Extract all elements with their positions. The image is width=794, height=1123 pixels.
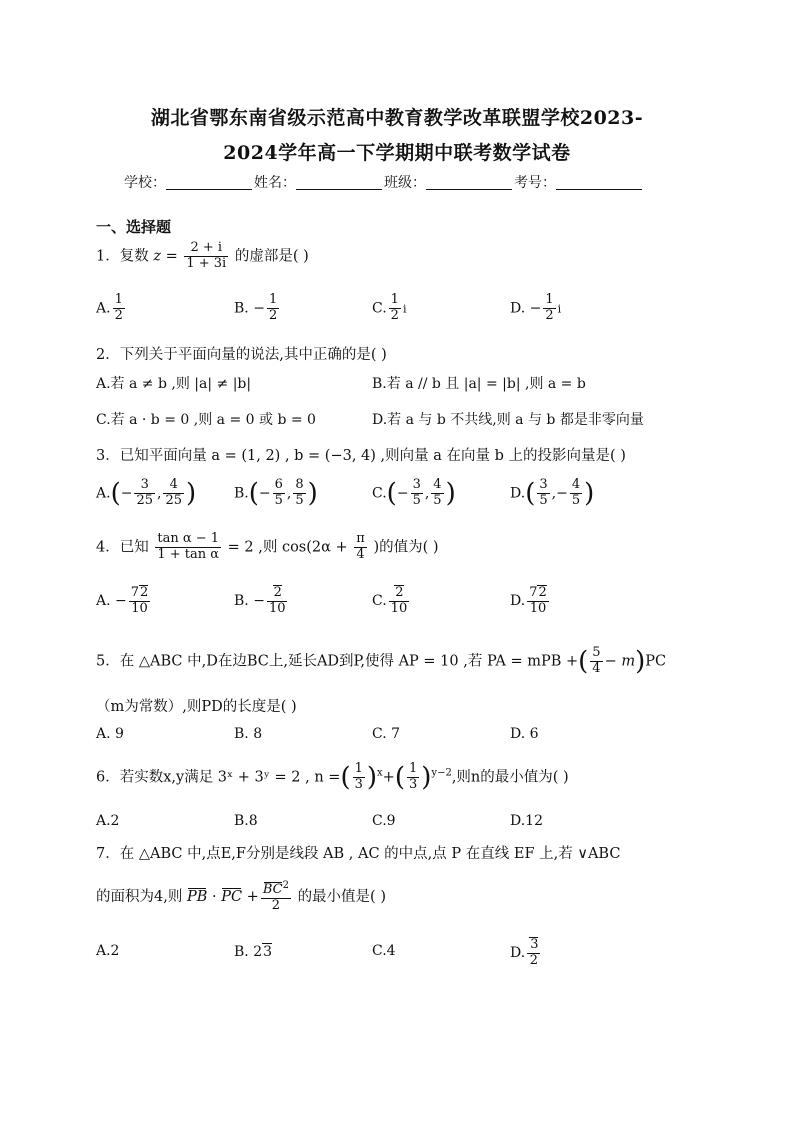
q1-fraction <box>184 241 228 272</box>
q5-option-b[interactable]: B. 8 <box>234 726 263 742</box>
q1-denominator: 1 + 3i <box>186 255 227 271</box>
question-6: 6．若实数x,y满足 3ˣ + 3ʸ = 2 , n =( $\frac{1}{3}$ )$^x$+( $\frac{1}{3}$ )$^{y-2}$,则n的最小值为( ) <box>96 761 569 793</box>
question-2: 2．下列关于平面向量的说法,其中正确的是( ) <box>96 347 387 363</box>
q2-option-a[interactable]: A.若 a ≠ b ,则 |a| ≠ |b| <box>96 376 252 392</box>
question-5-line2: （m为常数）,则PD的长度是( ) <box>96 699 297 715</box>
q5-line1-tail: PC <box>645 653 667 670</box>
q3-option-b[interactable]: B.(− $\frac{6}{5}$ , $\frac{8}{5}$ ) <box>234 477 318 509</box>
q2-option-b[interactable]: B.若 a // b 且 |a| = |b| ,则 a = b <box>372 376 586 392</box>
exam-title-line1: 湖北省鄂东南省级示范高中教育教学改革联盟学校2023- <box>150 107 644 129</box>
q4-option-c[interactable]: C. $\frac{2}{10}$ <box>372 585 408 616</box>
class-blank[interactable] <box>426 175 512 190</box>
q6-option-a[interactable]: A.2 <box>96 813 120 829</box>
question-7-line2: 的面积为4,则 PB · PC + $\frac{BC^2}{2}$ 的最小值是( ) <box>96 880 386 914</box>
name-label: 姓名： <box>254 175 296 191</box>
q4-option-a[interactable]: A. − $\frac{72}{10}$ <box>96 585 149 616</box>
q1-option-d[interactable]: D. − $\frac{1}{2}$ i <box>510 292 562 323</box>
q7-option-a[interactable]: A.2 <box>96 943 120 959</box>
q1-variable: z = <box>153 248 178 265</box>
q2-option-c[interactable]: C.若 a · b = 0 ,则 a = 0 或 b = 0 <box>96 412 316 428</box>
q1-numerator: 2 + i <box>184 241 228 257</box>
q5-option-c[interactable]: C. 7 <box>372 726 401 742</box>
q7-line2-tail: 的最小值是( ) <box>297 889 386 906</box>
q2-option-d[interactable]: D.若 a 与 b 不共线,则 a 与 b 都是非零向量 <box>372 412 644 428</box>
q7-option-d[interactable]: D. $\frac{3}{2}$ <box>510 937 539 968</box>
q4-tail: )的值为( ) <box>373 539 439 556</box>
school-label: 学校： <box>124 175 166 191</box>
q6-option-d[interactable]: D.12 <box>510 813 543 829</box>
q6-line1: 6．若实数x,y满足 3ˣ + 3ʸ = 2 , n = <box>96 769 341 786</box>
question-4: 4．已知 $\frac{\text{tan α − 1}}{\text{1 + tan α}}$ = 2 ,则 cos(2α + $\frac{\pi}{4}$ )的值为( ) <box>96 531 439 562</box>
q1-stem: 1．复数 <box>96 248 149 265</box>
q6-option-b[interactable]: B.8 <box>234 813 258 829</box>
question-3: 3．已知平面向量 a = (1, 2) , b = (−3, 4) ,则向量 a 在向量 b 上的投影向量是( ) <box>96 448 626 464</box>
school-blank[interactable] <box>166 175 252 190</box>
q5-option-a[interactable]: A. 9 <box>96 726 124 742</box>
student-info-row <box>124 172 644 192</box>
question-1 <box>96 241 309 272</box>
exam-title-line2: 2024学年高一下学期期中联考数学试卷 <box>223 142 571 164</box>
q6-option-c[interactable]: C.9 <box>372 813 396 829</box>
question-5: 5．在 △ABC 中,D在边BC上,延长AD到P,使得 AP = 10 ,若 PA = mPB +( $\frac{5}{4}$ − m)PC <box>96 645 667 677</box>
q7-option-b[interactable]: B. 23 <box>234 944 273 960</box>
exam-number-label: 考号： <box>514 175 556 191</box>
q4-head: 4．已知 <box>96 539 149 556</box>
q1-option-c[interactable]: C. $\frac{1}{2}$ i <box>372 292 407 323</box>
q4-option-b[interactable]: B. − $\frac{2}{10}$ <box>234 585 286 616</box>
q5-option-d[interactable]: D. 6 <box>510 726 539 742</box>
q7-option-c[interactable]: C.4 <box>372 943 396 959</box>
q1-option-a[interactable]: A. $\frac{1}{2}$ <box>96 292 123 323</box>
exam-number-blank[interactable] <box>556 175 642 190</box>
q5-line1: 5．在 △ABC 中,D在边BC上,延长AD到P,使得 AP = 10 ,若 PA = mPB + <box>96 653 579 670</box>
class-label: 班级： <box>384 175 426 191</box>
q6-tail: ,则n的最小值为( ) <box>451 769 569 786</box>
q4-option-d[interactable]: D. $\frac{72}{10}$ <box>510 585 547 616</box>
section-heading: 一、选择题 <box>96 218 172 236</box>
q7-line2-head: 的面积为4,则 <box>96 889 183 906</box>
question-7: 7．在 △ABC 中,点E,F分别是线段 AB , AC 的中点,点 P 在直线 EF 上,若 ∨ABC <box>96 846 621 862</box>
q3-option-c[interactable]: C.(− $\frac{3}{5}$ , $\frac{4}{5}$ ) <box>372 477 456 509</box>
q3-option-d[interactable]: D.( $\frac{3}{5}$ ,− $\frac{4}{5}$ ) <box>510 477 595 509</box>
q1-tail: 的虚部是( ) <box>234 248 309 265</box>
q1-option-b[interactable]: B. − $\frac{1}{2}$ <box>234 292 278 323</box>
name-blank[interactable] <box>296 175 382 190</box>
q4-mid: = 2 ,则 cos(2α + <box>227 539 348 556</box>
q3-option-a[interactable]: A.(− $\frac{3}{25}$ , $\frac{4}{25}$ ) <box>96 477 197 509</box>
